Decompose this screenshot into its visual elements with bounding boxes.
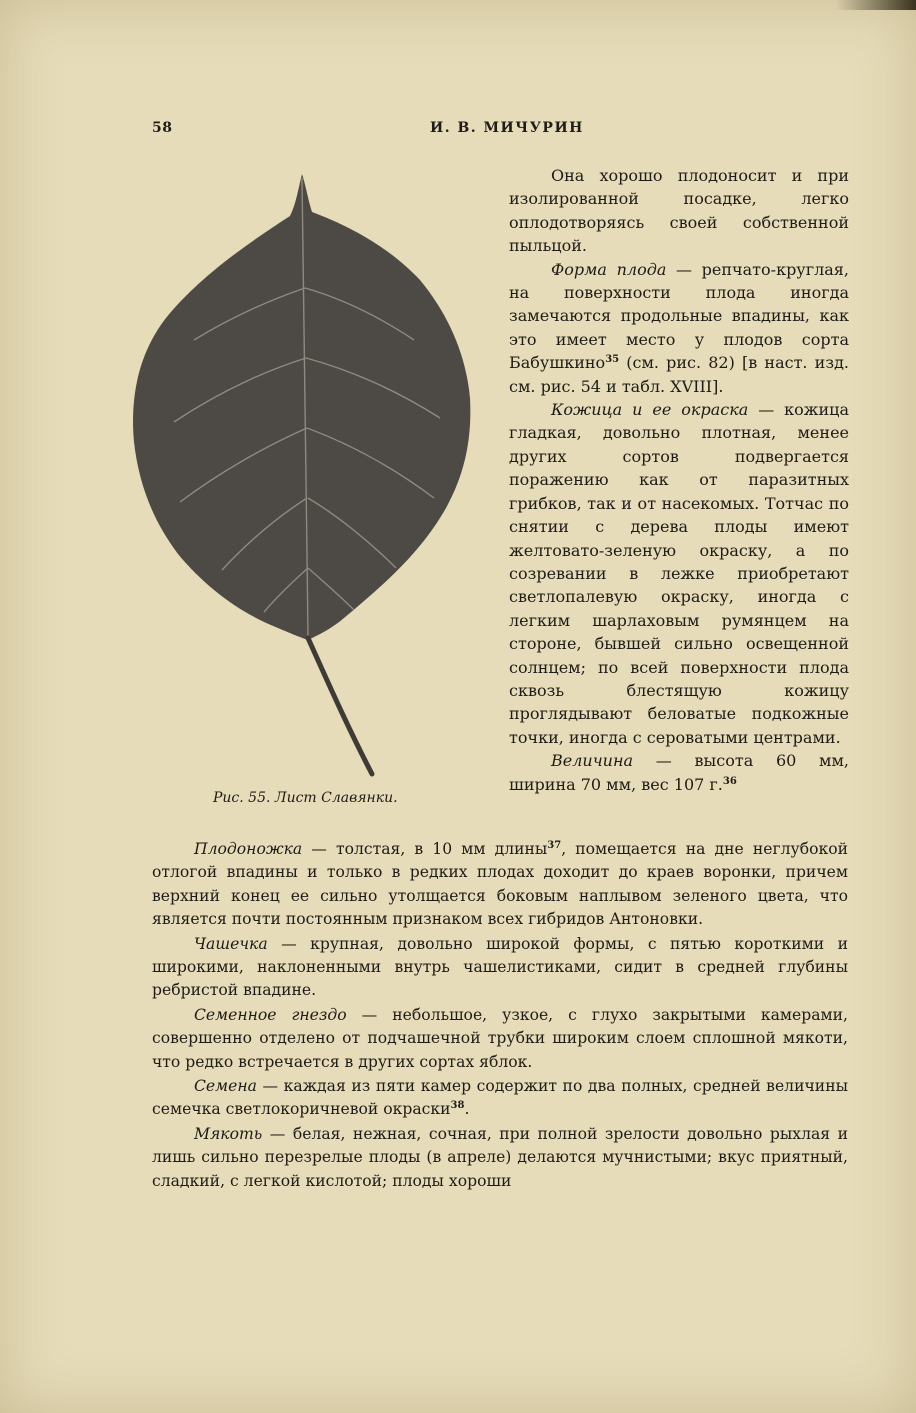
- paragraph-size: [509, 749, 849, 796]
- full-width-text: [152, 838, 848, 1193]
- text-seeds-end: .: [464, 1100, 470, 1119]
- page-header: [152, 120, 848, 140]
- paragraph-flesh: [152, 1123, 848, 1193]
- footnote-ref-38: 38: [450, 1100, 465, 1112]
- term-stem: Плодоножка: [194, 840, 303, 858]
- leaf-blade: [133, 174, 470, 640]
- paragraph-stem: [152, 838, 848, 932]
- text-fruit-shape-a: — репчато-круглая, на поверхности плода иногда замечаются продольные впадины, как это имеет место у плодов сорта Бабушкино: [509, 259, 849, 373]
- footnote-ref-37: 37: [547, 840, 562, 851]
- term-skin: Кожица и ее окраска: [551, 400, 749, 420]
- figure-caption: Рис. 55. Лист Славянки.: [213, 790, 398, 806]
- page-number: 58: [152, 120, 173, 136]
- term-flesh: Мякоть: [194, 1124, 263, 1143]
- text-calyx: — крупная, довольно широкой формы, с пятью короткими и широкими, наклоненными внутрь чашелистиками, сидит в средней глубины ребристой впадине.: [152, 934, 848, 1000]
- scan-corner: [836, 0, 916, 10]
- footnote-ref-35: 35: [605, 354, 620, 366]
- text-seed-cavity: — небольшое, узкое, с глухо закрытыми камерами, совершенно отделено от подчашечной трубки широким слоем сплошной мякоти, что редко встречается в других сортах яблок.: [152, 1005, 849, 1071]
- leaf-petiole: [308, 638, 372, 774]
- footnote-ref-36: 36: [722, 775, 737, 787]
- paragraph-calyx: [152, 933, 848, 1003]
- term-seed-cavity: Семенное гнездо: [194, 1005, 347, 1024]
- paragraph-skin: [509, 398, 849, 749]
- term-size: Величина: [551, 751, 634, 771]
- text-flesh: — белая, нежная, сочная, при полной зрелости довольно рыхлая и лишь сильно перезрелые плоды (в апреле) делаются мучнистыми; вкус приятный, сладкий, с легкой кислотой; плоды хороши: [152, 1124, 848, 1190]
- text-skin: — кожица гладкая, довольно плотная, менее других сортов подвергается поражению как от паразитных грибков, так и от насекомых. Тотчас по снятии с дерева плоды имеют желтовато-зеленую окраску, а по созревании в лежке приобретают светлопалевую окраску, иногда с легким шарлаховым румянцем на стороне, бывшей сильно освещенной солнцем; по всей поверхности плода сквозь блестящую кожицу проглядывают беловатые подкожные точки, иногда с сероватыми центрами.: [509, 400, 850, 747]
- paragraph-seeds: [152, 1075, 848, 1122]
- leaf-illustration: [130, 168, 475, 780]
- paragraph-fruit-shape: [509, 258, 849, 398]
- leaf-figure: [130, 168, 475, 780]
- term-fruit-shape: Форма плода: [551, 259, 667, 279]
- text-stem-b: , помещается на дне неглубокой отлогой впадины и только в редких плодах доходит до краев воронки, причем верхний конец ее сильно утолщается боковым наплывом зеленого цвета, что является почти постоянным признаком всех гибридов Антоновки.: [152, 840, 848, 929]
- paragraph-pollination: Она хорошо плодоносит и при изолированной посадке, легко оплодотворяясь своей собственной пыльцой.: [509, 166, 849, 256]
- paragraph-seed-cavity: [152, 1004, 848, 1074]
- running-head: И. В. МИЧУРИН: [430, 120, 584, 136]
- text-stem-a: — толстая, в 10 мм длины: [302, 840, 548, 858]
- text-seeds: — каждая из пяти камер содержит по два полных, средней величины семечка светлокоричневой окраски: [152, 1077, 848, 1119]
- text-size: — высота 60 мм, ширина 70 мм, вес 107 г.: [509, 751, 849, 794]
- right-column: [509, 164, 849, 796]
- term-calyx: Чашечка: [194, 934, 268, 953]
- term-seeds: Семена: [194, 1077, 257, 1096]
- text-fruit-shape-b: (см. рис. 82) [в наст. изд. см. рис. 54 и табл. XVIII].: [509, 353, 849, 396]
